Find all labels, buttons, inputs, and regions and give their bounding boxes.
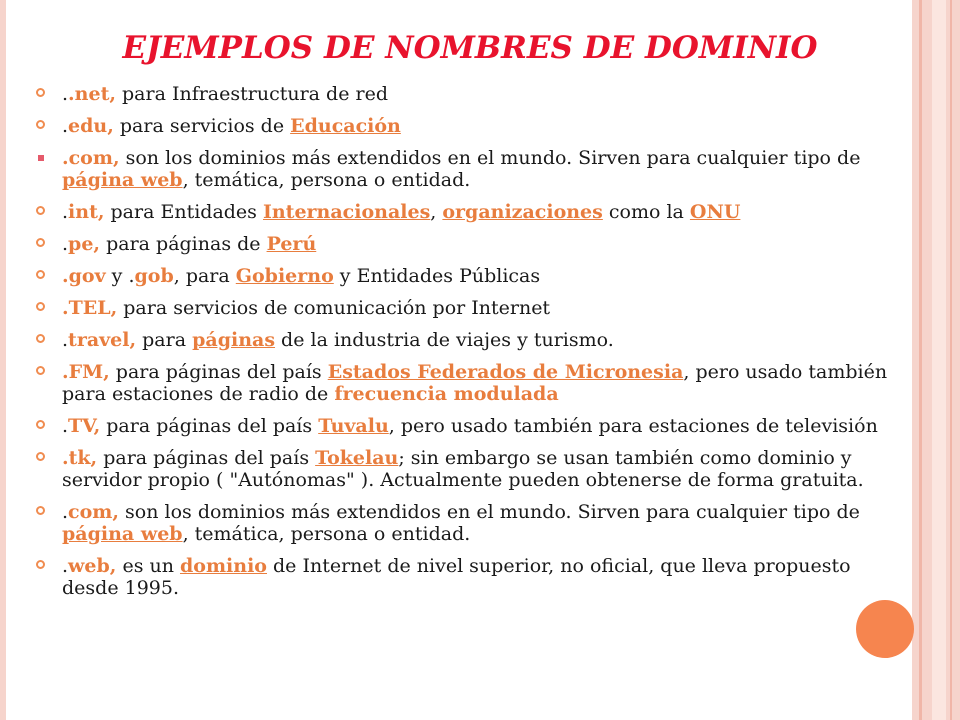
text: como la [602,201,690,223]
text: para servicios de comunicación por Internet [117,297,551,319]
decor-stripe [919,0,922,720]
text: y . [105,265,135,287]
text: . [62,115,69,137]
highlight-frecuencia-modulada: frecuencia modulada [334,383,559,405]
bullet-icon [36,506,45,515]
text: de Internet de nivel superior, no oficial, que lleva propuesto desde 1995. [62,555,851,599]
domain-extension: .tk, [62,447,98,469]
text: para [136,329,193,351]
bullet-icon [36,334,45,343]
list-item-web [30,555,910,599]
text: , temática, persona o entidad. [182,169,471,191]
link-dominio[interactable]: dominio [180,555,267,577]
text: y Entidades Públicas [333,265,541,287]
text: es un [116,555,180,577]
list-item-com [30,147,910,191]
list-item-net [30,83,910,105]
list-item-travel [30,329,910,351]
list-item-gov [30,265,910,287]
list-item-tel [30,297,910,319]
link-pagina-web[interactable]: página web [62,523,183,545]
list-item-fm [30,361,910,405]
link-tuvalu[interactable]: Tuvalu [318,415,389,437]
list-item-int [30,201,910,223]
domain-extension: .net, [68,83,116,105]
text: para Infraestructura de red [115,83,388,105]
domain-extension: gob [134,265,174,287]
text: son los dominios más extendidos en el mundo. Sirven para cualquier tipo de [119,147,861,169]
text: . [62,201,69,223]
right-decor-stripes [912,0,960,720]
list-item-tv [30,415,910,437]
text: , temática, persona o entidad. [182,523,471,545]
bullet-icon [36,366,45,375]
list-item-com-2 [30,501,910,545]
domain-extension: TV, [68,415,101,437]
text: para páginas del país [109,361,328,383]
link-organizaciones[interactable]: organizaciones [442,201,603,223]
domain-extension: com, [68,501,120,523]
text: para páginas del país [100,415,319,437]
text: , [430,201,443,223]
left-decor-band [0,0,6,720]
text: ; sin embargo se usan también como dominio y servidor propio ( "Autónomas" ). Actualmente pueden obtenerse de forma gratuita. [62,447,864,491]
text: para servicios de [113,115,291,137]
bullet-icon [38,155,44,161]
text: , para [173,265,236,287]
link-educacion[interactable]: Educación [290,115,401,137]
domain-extension: .gov [62,265,106,287]
text: son los dominios más extendidos en el mundo. Sirven para cualquier tipo de [119,501,860,523]
link-pagina-web[interactable]: página web [62,169,183,191]
text: . [62,415,69,437]
bullet-icon [36,238,45,247]
domain-extension: edu, [68,115,114,137]
domain-extension: web, [68,555,117,577]
bullet-icon [36,420,45,429]
text: para páginas del país [97,447,316,469]
link-internacionales[interactable]: Internacionales [262,201,431,223]
domain-extension: .FM, [62,361,110,383]
link-micronesia[interactable]: Estados Federados de Micronesia [327,361,684,383]
text: para páginas de [100,233,267,255]
text: . [62,233,69,255]
list-item-tk [30,447,910,491]
bullet-icon [36,560,45,569]
text: , pero usado también para estaciones de radio de [62,361,888,405]
bullet-icon [36,270,45,279]
bullet-icon [36,88,45,97]
link-onu[interactable]: ONU [689,201,741,223]
domain-list [30,83,910,609]
bullet-icon [36,206,45,215]
domain-extension: travel, [68,329,137,351]
link-paginas[interactable]: páginas [192,329,276,351]
decor-circle [856,600,914,658]
link-peru[interactable]: Perú [266,233,317,255]
bullet-icon [36,120,45,129]
decor-stripe [950,0,952,720]
domain-extension: .com, [62,147,120,169]
list-item-edu [30,115,910,137]
bullet-icon [36,452,45,461]
text: de la industria de viajes y turismo. [275,329,614,351]
bullet-icon [36,302,45,311]
text: , pero usado también para estaciones de televisión [388,415,878,437]
domain-extension: .TEL, [62,297,118,319]
slide-title: EJEMPLOS DE NOMBRES DE DOMINIO [122,30,818,66]
domain-extension: int, [68,201,105,223]
text: . [62,83,69,105]
text: . [62,501,69,523]
text: para Entidades [104,201,263,223]
link-gobierno[interactable]: Gobierno [235,265,334,287]
decor-stripe [932,0,946,720]
domain-extension: pe, [68,233,101,255]
text: . [62,329,69,351]
text: . [62,555,69,577]
link-tokelau[interactable]: Tokelau [315,447,399,469]
list-item-pe [30,233,910,255]
